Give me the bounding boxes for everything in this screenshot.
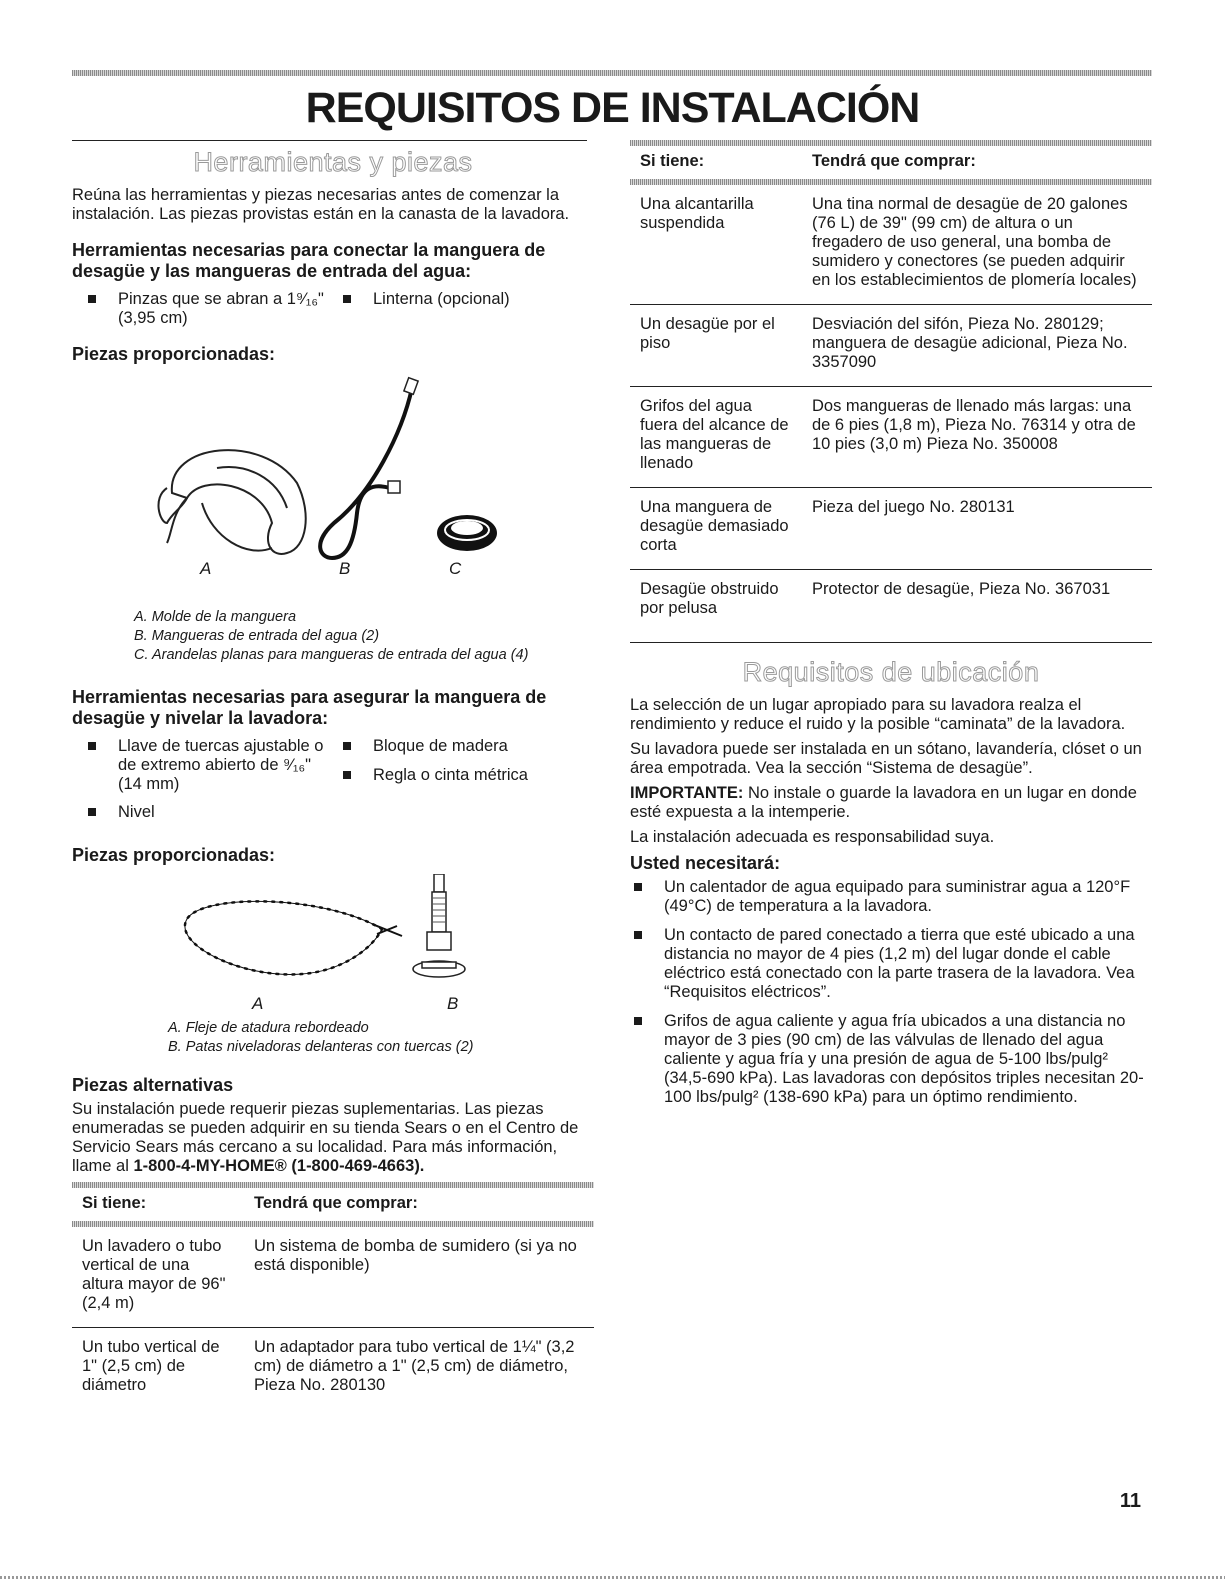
bullet-icon (343, 742, 351, 750)
alt-parts-table (72, 1182, 594, 1409)
figure-letter: B (447, 994, 459, 1013)
table-row: Desagüe obstruido por pelusa Protector de desagüe, Pieza No. 367031 (630, 570, 1152, 643)
bullet-icon (88, 742, 96, 750)
needs-list (630, 878, 1152, 1107)
strap-feet-illustration (72, 874, 594, 1019)
page-number: 11 (1119, 1490, 1141, 1512)
parts-heading-1: Piezas proporcionadas: (72, 344, 276, 364)
bullet-icon (343, 295, 351, 303)
top-hatch-bar (72, 70, 1152, 76)
location-important: IMPORTANTE: No instale o guarde la lavadora en un lugar en donde esté expuesta a la intemperie. (630, 784, 1137, 821)
figure2-caption-b: B. Patas niveladoras delanteras con tuercas (2) (168, 1039, 474, 1055)
strap-feet-drawing (72, 874, 594, 1019)
alt-parts-phone: 1-800-4-MY-HOME® (1-800-469-4663). (133, 1157, 425, 1175)
drain-tools-list (84, 290, 594, 328)
table-row: Una manguera de desagüe demasiado corta Pieza del juego No. 280131 (630, 488, 1152, 570)
tools-intro: Reúna las herramientas y piezas necesarias antes de comenzar la instalación. Las piezas provistas están en la canasta de la lavadora. (72, 186, 570, 223)
figure1-caption-c: C. Arandelas planas para mangueras de entrada del agua (4) (134, 647, 529, 663)
hose-parts-illustration (72, 373, 594, 608)
location-p2: Su lavadora puede ser instalada en un sótano, lavandería, clóset o un área empotrada. Vea la sección “Sistema de desagüe”. (630, 740, 1142, 777)
level-tools-heading: Herramientas necesarias para asegurar la manguera de desagüe y nivelar la lavadora: (72, 687, 547, 728)
bullet-icon (88, 295, 96, 303)
figure-letter: A (200, 559, 212, 578)
location-p3: La instalación adecuada es responsabilidad suya. (630, 828, 995, 846)
table-header-buy: Tendrá que comprar: (812, 152, 976, 170)
figure-letter: C (449, 559, 462, 578)
table-row: Un tubo vertical de 1" (2,5 cm) de diámetro Un adaptador para tubo vertical de 1¼" (3,2 cm) de diámetro a 1" (2,5 cm) de diámetro, Pieza No. 280130 (82, 1338, 575, 1394)
bullet-icon (634, 1017, 642, 1025)
table-row: Un lavadero o tubo vertical de una altura mayor de 96" (2,4 m) Un sistema de bomba de sumidero (si ya no está disponible) (72, 1227, 594, 1328)
left-column (72, 140, 594, 1409)
need-heading: Usted necesitará: (630, 853, 781, 873)
list-item: Linterna (opcional) (339, 290, 594, 328)
table-header-have: Si tiene: (82, 1194, 147, 1212)
section-rule (72, 140, 587, 141)
table-header-buy: Tendrá que comprar: (254, 1194, 418, 1212)
figure1-caption-a: A. Molde de la manguera (134, 609, 297, 625)
list-item: Regla o cinta métrica (339, 766, 528, 785)
figure2-caption-a: A. Fleje de atadura rebordeado (168, 1020, 369, 1036)
alt-parts-heading: Piezas alternativas (72, 1075, 234, 1095)
figure-letter: A (252, 994, 264, 1013)
list-item: Un contacto de pared conectado a tierra que esté ubicado a una distancia no mayor de 4 pies (1,2 m) del lugar donde el cable eléctrico está conectado con la parte trasera de la lavadora. Vea “Requisitos eléctricos”. (630, 926, 1152, 1002)
page-title: REQUISITOS DE INSTALACIÓN (305, 84, 920, 132)
hose-parts-drawing (72, 373, 594, 608)
list-item: Grifos de agua caliente y agua fría ubicados a una distancia no mayor de 3 pies (90 cm) de las válvulas de llenado del agua caliente y agua fría y una presión de agua de 5-100 lbs/pulg² (34,5-690 kPa). Las lavadoras con depósitos triples necesitan 20-100 lbs/pulg² (138-690 kPa) para un óptimo rendimiento. (630, 1012, 1152, 1107)
list-item: Nivel (84, 803, 155, 822)
level-tools-list (72, 737, 594, 829)
location-section-heading: Requisitos de ubicación (742, 657, 1040, 687)
table-row: Un desagüe por el piso Desviación del sifón, Pieza No. 280129; manguera de desagüe adicional, Pieza No. 3357090 (630, 305, 1152, 387)
bullet-icon (634, 883, 642, 891)
list-item: Llave de tuercas ajustable o de extremo abierto de ⁹⁄₁₆" (14 mm) (84, 737, 328, 794)
location-p1: La selección de un lugar apropiado para su lavadora realza el rendimiento y reduce el ruido y la posible “caminata” de la lavadora. (630, 696, 1126, 733)
bullet-icon (634, 931, 642, 939)
bullet-icon (88, 808, 96, 816)
figure-letter: B (339, 559, 351, 578)
right-column (630, 140, 1152, 1117)
bottom-dotted-border (0, 1576, 1225, 1579)
list-item: Un calentador de agua equipado para suministrar agua a 120°F (49°C) de temperatura a la lavadora. (630, 878, 1152, 916)
figure1-caption-b: B. Mangueras de entrada del agua (2) (134, 628, 380, 644)
list-item: Pinzas que se abran a 1⁹⁄₁₆" (3,95 cm) (84, 290, 339, 328)
tools-section-heading: Herramientas y piezas (193, 147, 473, 177)
bullet-icon (343, 771, 351, 779)
parts-heading-2: Piezas proporcionadas: (72, 845, 276, 865)
list-item: Bloque de madera (339, 737, 508, 756)
alt-parts-table-continued (630, 140, 1152, 643)
table-header-have: Si tiene: (640, 152, 705, 170)
drain-tools-heading: Herramientas necesarias para conectar la manguera de desagüe y las mangueras de entrada del agua: (72, 240, 546, 281)
alt-parts-text: Su instalación puede requerir piezas suplementarias. Las piezas enumeradas se pueden adquirir en su tienda Sears o en el Centro de Servicio Sears más cercano a su localidad. Para más información, llame al 1-800-4-MY-HOME® (1-800-469-4663). (72, 1100, 579, 1175)
table-row: Una alcantarilla suspendida Una tina normal de desagüe de 20 galones (76 L) de 39" (99 cm) de altura o un fregadero de uso general, una bomba de sumidero y conectores (se pueden adquirir en los establecimientos de plomería locales) (630, 185, 1152, 305)
table-row: Grifos del agua fuera del alcance de las mangueras de llenado Dos mangueras de llenado más largas: una de 6 pies (1,8 m), Pieza No. 76314 y otra de 10 pies (3,0 m) Pieza No. 350008 (630, 387, 1152, 488)
important-label: IMPORTANTE: (630, 784, 744, 802)
